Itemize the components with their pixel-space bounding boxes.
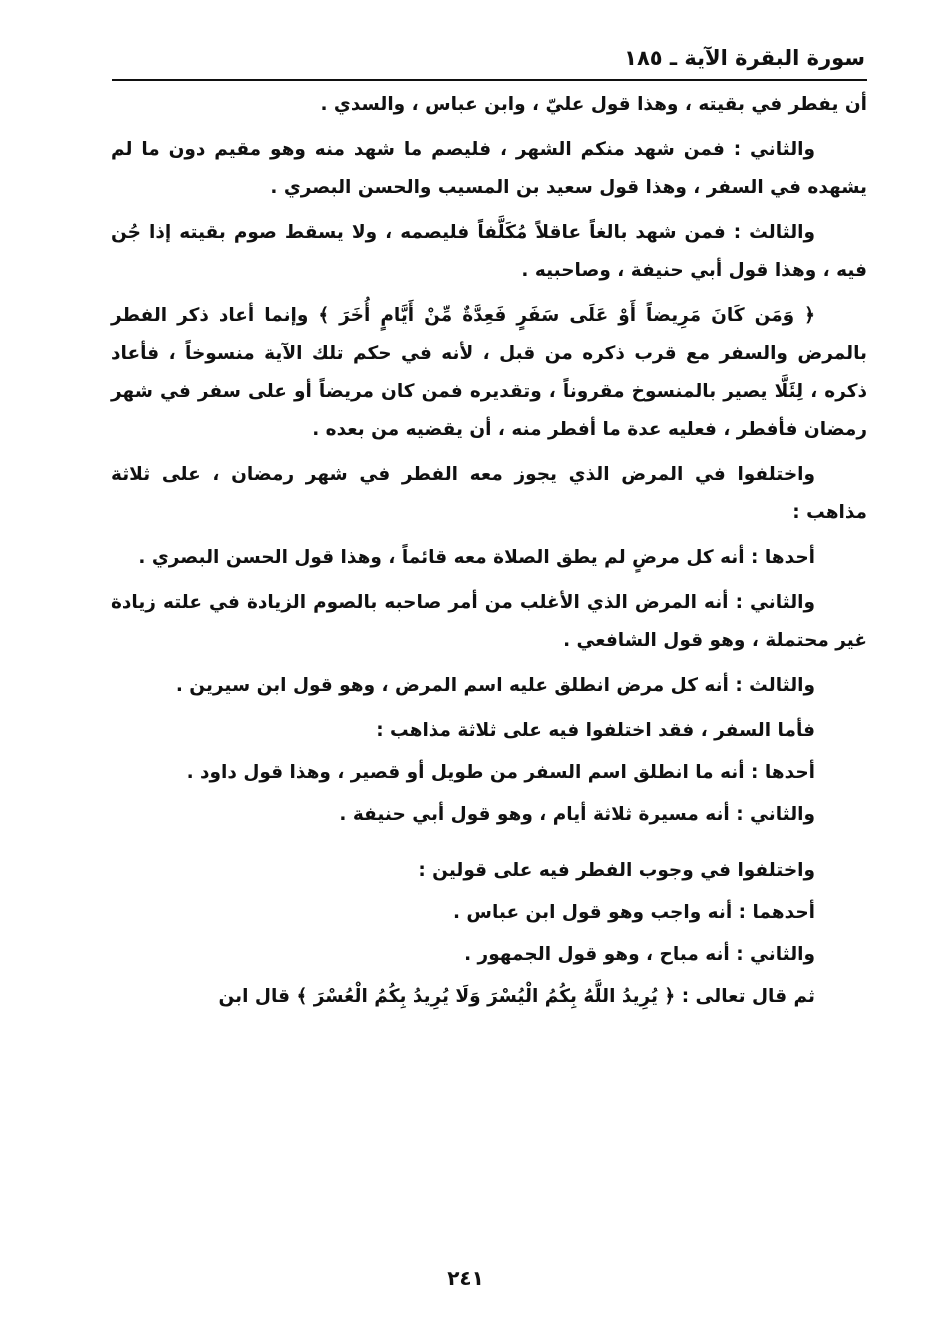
paragraph: والثاني : أنه مسيرة ثلاثة أيام ، وهو قول أبي حنيفة . — [339, 804, 815, 825]
paragraph: أحدها : أنه كل مرضٍ لم يطق الصلاة معه قائماً ، وهذا قول الحسن البصري . — [138, 547, 815, 568]
paragraph: واختلفوا في المرض الذي يجوز معه الفطر في شهر رمضان ، على ثلاثة مذاهب : — [111, 464, 867, 523]
paragraph: والثاني : أنه مباح ، وهو قول الجمهور . — [464, 944, 815, 965]
header-rule — [112, 79, 867, 81]
paragraph: فأما السفر ، فقد اختلفوا فيه على ثلاثة مذاهب : — [376, 720, 815, 741]
paragraph-gap — [111, 838, 867, 852]
paragraph: أن يفطر في بقيته ، وهذا قول عليّ ، وابن عباس ، والسدي . — [320, 94, 867, 115]
running-header: سورة البقرة الآية ـ ١٨٥ — [624, 46, 865, 70]
paragraph: أحدهما : أنه واجب وهو قول ابن عباس . — [452, 902, 815, 923]
paragraph: أحدها : أنه ما انطلق اسم السفر من طويل أو قصير ، وهذا قول داود . — [186, 762, 815, 783]
paragraph: واختلفوا في وجوب الفطر فيه على قولين : — [418, 860, 815, 881]
paragraph: والثالث : فمن شهد بالغاً عاقلاً مُكَلَّفاً فليصمه ، ولا يسقط صوم بقيته إذا جُن فيه ، وهذا قول أبي حنيفة ، وصاحبيه . — [111, 222, 867, 281]
paragraph: والثاني : أنه المرض الذي الأغلب من أمر صاحبه بالصوم الزيادة في علته زيادة غير محتملة ، وهو قول الشافعي . — [111, 592, 867, 651]
paragraph: والثاني : فمن شهد منكم الشهر ، فليصم ما شهد منه وهو مقيم دون ما لم يشهده في السفر ، وهذا قول سعيد بن المسيب والحسن البصري . — [111, 139, 867, 198]
body-text — [111, 86, 867, 1023]
page-number: ٢٤١ — [447, 1266, 484, 1290]
paragraph: والثالث : أنه كل مرض انطلق عليه اسم المرض ، وهو قول ابن سيرين . — [175, 675, 815, 696]
quran-verse-paragraph: ثم قال تعالى : ﴿ يُرِيدُ اللَّهُ بِكُمُ الْيُسْرَ وَلَا يُرِيدُ بِكُمُ الْعُسْرَ ﴾ قال ابن — [218, 986, 815, 1007]
quran-verse-paragraph: ﴿ وَمَن كَانَ مَرِيضاً أَوْ عَلَى سَفَرٍ فَعِدَّةٌ مِّنْ أَيَّامٍ أُخَرَ ﴾ وإنما أعاد ذكر الفطر بالمرض والسفر مع قرب ذكره من قبل ، لأنه في حكم تلك الآية منسوخاً ، فأعاد ذكره ، لِئَلَّا يصير بالمنسوخ مقروناً ، وتقديره فمن كان مريضاً أو على سفر في شهر رمضان فأفطر ، فعليه عدة ما أفطر منه ، أن يقضيه من بعده . — [111, 305, 867, 440]
